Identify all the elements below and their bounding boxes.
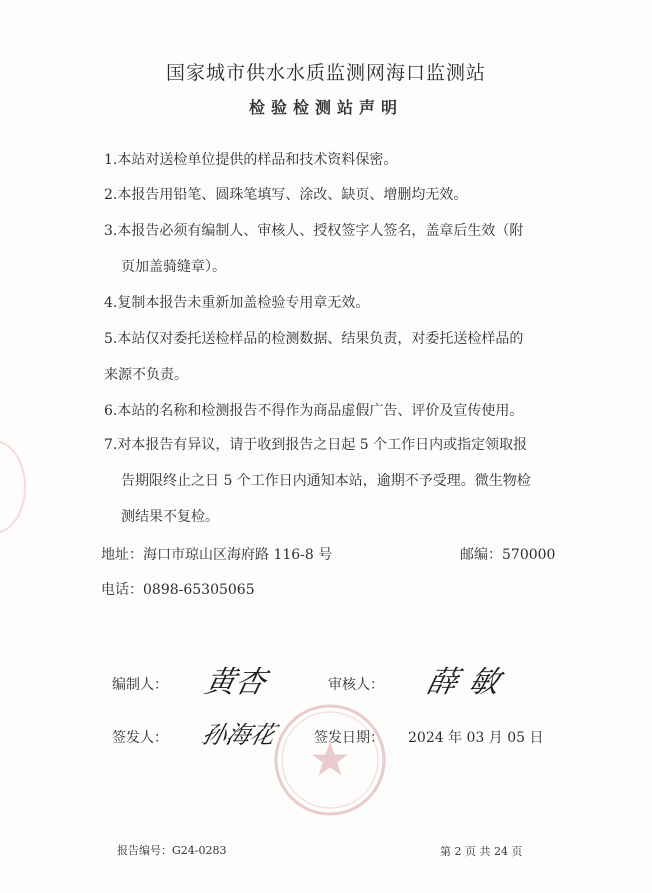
statement-3-line-2: 页加盖骑缝章）。 — [121, 259, 226, 275]
issue-date: 2024 年 03 月 05 日 — [408, 730, 544, 746]
statement-4: 4.复制本报告未重新加盖检验专用章无效。 — [104, 295, 370, 311]
statement-2: 2.本报告用铅笔、圆珠笔填写、涂改、缺页、增删均无效。 — [104, 187, 468, 203]
seam-seal-mark — [0, 440, 26, 534]
statement-5-line-1: 5.本站仅对委托送检样品的检测数据、结果负责，对委托送检样品的 — [104, 331, 524, 347]
postcode: 邮编：570000 — [460, 547, 556, 563]
statement-3-line-1: 3.本报告必须有编制人、审核人、授权签字人签名，盖章后生效（附 — [104, 223, 524, 239]
phone: 电话：0898-65305065 — [101, 582, 255, 598]
issuer-signature-text: 孙海花 — [199, 720, 279, 749]
statement-7-line-2: 告期限终止之日 5 个工作日内通知本站，逾期不予受理。微生物检 — [121, 473, 531, 489]
compiler-signature — [201, 660, 280, 702]
report-number: 报告编号：G24-0283 — [117, 844, 227, 857]
reviewer-signature — [423, 660, 520, 702]
address: 地址：海口市琼山区海府路 116-8 号 — [101, 547, 333, 563]
page-number: 第 2 页 共 24 页 — [440, 845, 523, 858]
issuer-signature — [199, 713, 288, 755]
page-title: 国家城市供水水质监测网海口监测站 — [165, 62, 486, 84]
issuer-label: 签发人： — [112, 730, 168, 746]
statement-6: 6.本站的名称和检测报告不得作为商品虚假广告、评价及宣传使用。 — [104, 403, 524, 419]
official-seal — [272, 702, 388, 818]
compiler-signature-text: 黄杏 — [201, 665, 269, 700]
reviewer-signature-text: 薛敏 — [423, 665, 515, 700]
reviewer-label: 审核人： — [328, 677, 384, 693]
statement-7-line-1: 7.对本报告有异议，请于收到报告之日起 5 个工作日内或指定领取报 — [104, 437, 528, 453]
page-subtitle: 检验检测站声明 — [248, 98, 403, 117]
issue-date-label: 签发日期： — [314, 730, 384, 746]
statement-7-line-3: 测结果不复检。 — [121, 509, 219, 525]
compiler-label: 编制人： — [112, 677, 168, 693]
statement-1: 1.本站对送检单位提供的样品和技术资料保密。 — [104, 152, 398, 168]
statement-5-line-2: 来源不负责。 — [104, 367, 188, 383]
